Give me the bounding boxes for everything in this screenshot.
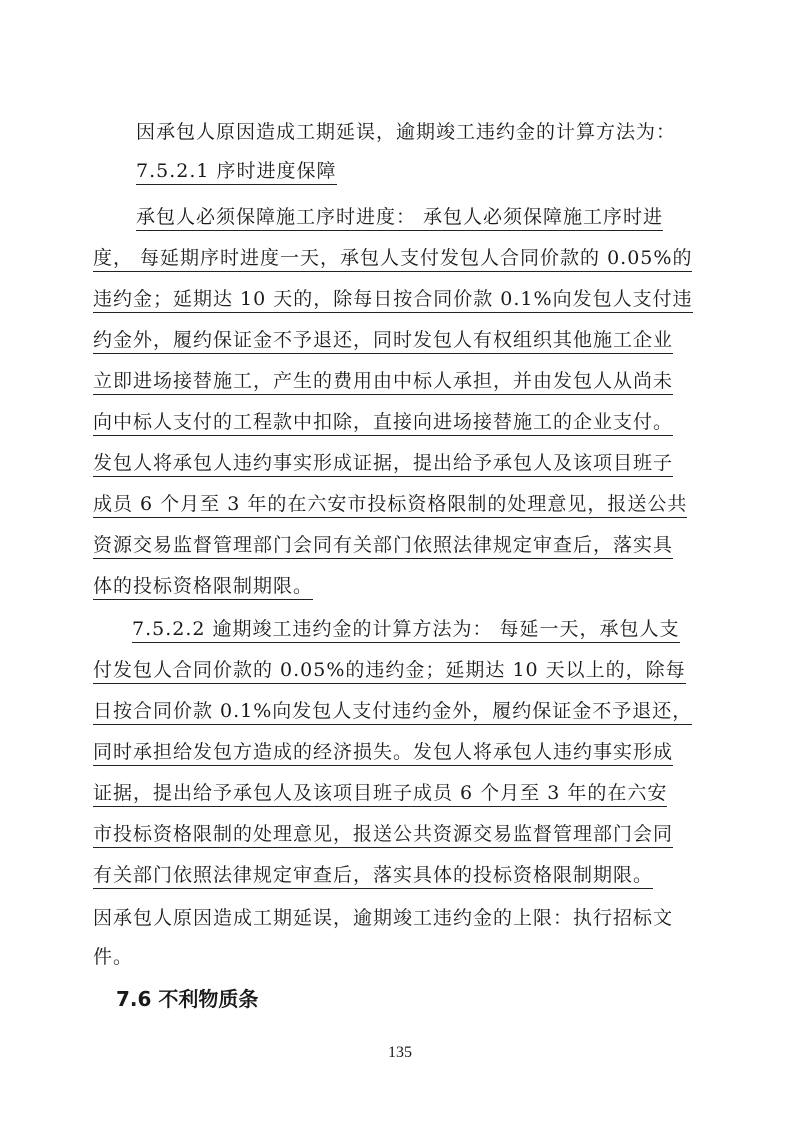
text-line: 证据，提出给予承包人及该项目班子成员 6 个月至 3 年的在六安: [93, 781, 667, 807]
text-line: 同时承担给发包方造成的经济损失。发包人将承包人违约事实形成: [93, 740, 673, 766]
text-line: 有关部门依照法律规定审查后，落实具体的投标资格限制期限。: [93, 863, 653, 889]
text-line: 市投标资格限制的处理意见，报送公共资源交易监督管理部门会同: [93, 822, 673, 848]
section-heading: 7.6 不利物质条: [116, 987, 259, 1011]
text-line: 发包人将承包人违约事实形成证据，提出给予承包人及该项目班子: [93, 451, 673, 477]
text-line: 违约金；延期达 10 天的，除每日按合同价款 0.1%向发包人支付违: [93, 287, 693, 313]
text-line: 日按合同价款 0.1%向发包人支付违约金外，履约保证金不予退还，: [93, 699, 692, 725]
text-line: 向中标人支付的工程款中扣除，直接向进场接替施工的企业支付。: [93, 410, 673, 436]
text-line: 因承包人原因造成工期延误，逾期竣工违约金的计算方法为：: [136, 121, 677, 143]
text-line: 承包人必须保障施工序时进度： 承包人必须保障施工序时进: [136, 205, 663, 231]
page-number: 135: [388, 1044, 412, 1061]
subsection-heading-7-5-2-1: 7.5.2.1 序时进度保障: [136, 159, 337, 185]
text-line: 件。: [93, 946, 134, 968]
text-line: 因承包人原因造成工期延误，逾期竣工违约金的上限：执行招标文: [93, 907, 674, 929]
text-line: 体的投标资格限制期限。: [93, 574, 313, 600]
text-line: 成员 6 个月至 3 年的在六安市投标资格限制的处理意见，报送公共: [93, 492, 687, 518]
text-line: 资源交易监督管理部门会同有关部门依照法律规定审查后，落实具: [93, 533, 673, 559]
text-line: 付发包人合同价款的 0.05%的违约金；延期达 10 天以上的，除每: [93, 658, 686, 684]
text-line: 度， 每延期序时进度一天，承包人支付发包人合同价款的 0.05%的: [93, 246, 692, 272]
text-line: 7.5.2.2 逾期竣工违约金的计算方法为： 每延一天，承包人支: [132, 617, 680, 643]
text-line: 立即进场接替施工，产生的费用由中标人承担，并由发包人从尚未: [93, 369, 673, 395]
text-line: 约金外，履约保证金不予退还，同时发包人有权组织其他施工企业: [93, 328, 673, 354]
